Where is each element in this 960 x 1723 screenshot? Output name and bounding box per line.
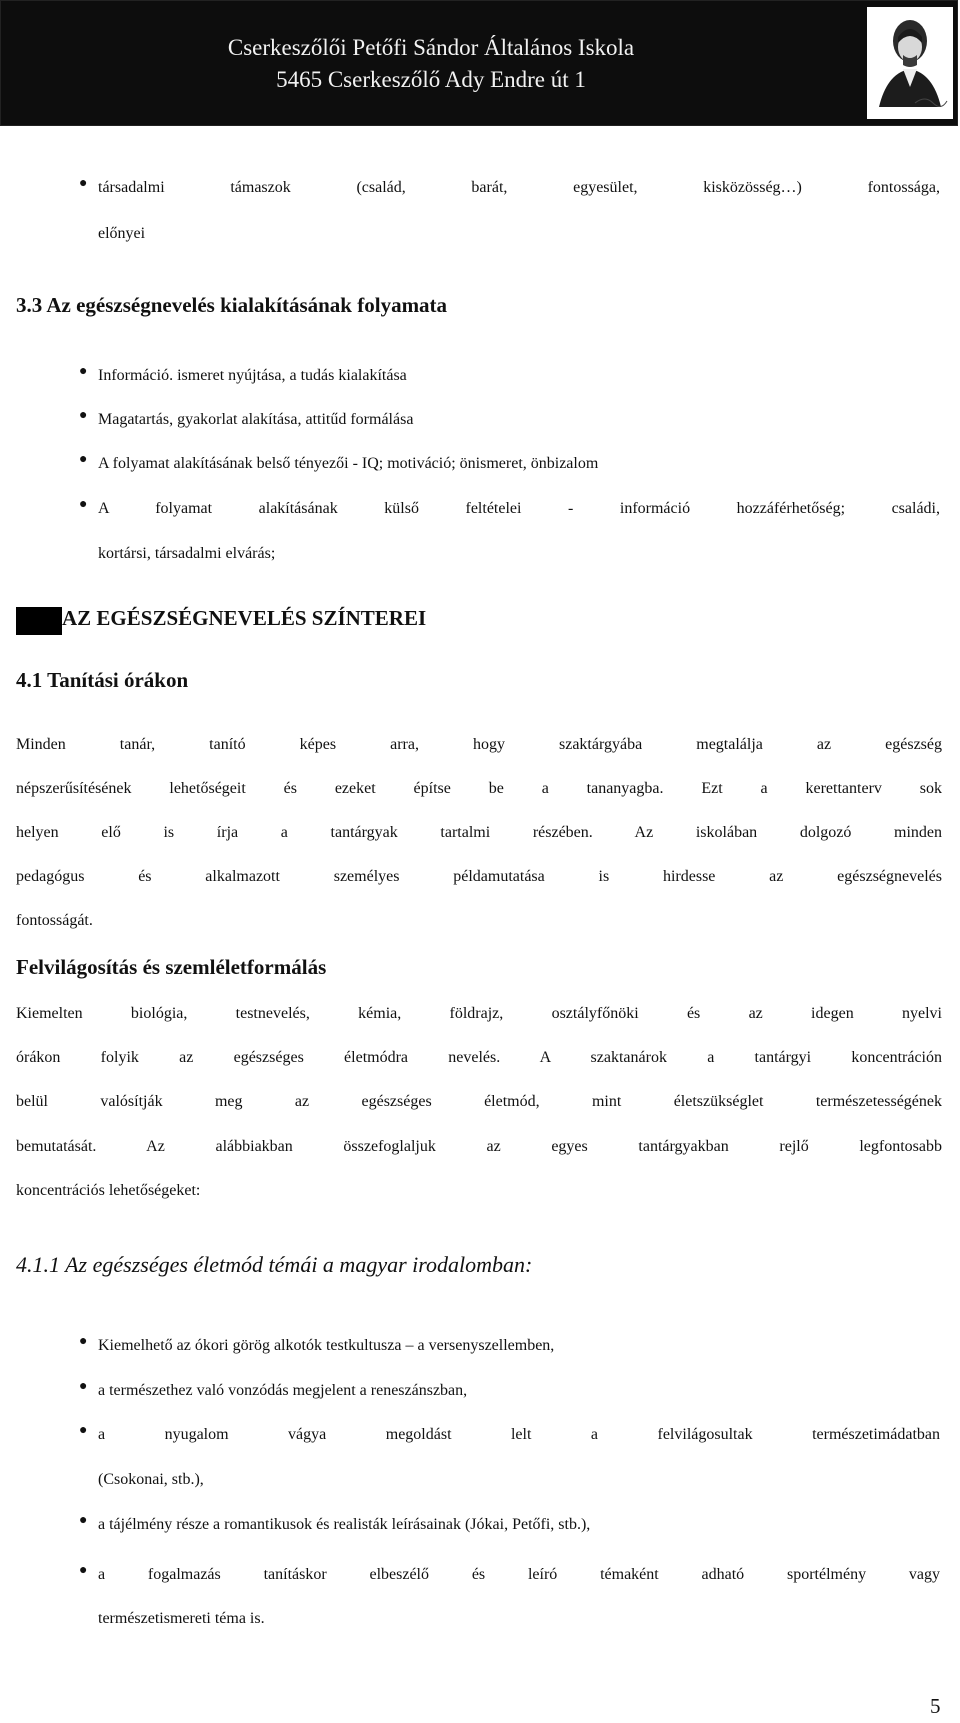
list-item: Magatartás, gyakorlat alakítása, attitűd formálása (98, 411, 414, 428)
petofi-portrait-icon (867, 7, 953, 119)
list-item: Információ. ismeret nyújtása, a tudás kialakítása (98, 367, 407, 384)
section-heading: 3.3 Az egészségnevelés kialakításának folyamata (16, 293, 448, 317)
list-item: (Csokonai, stb.), (98, 1471, 204, 1488)
section-heading: 4.1.1 Az egészséges életmód témái a magyar irodalomban: (16, 1252, 533, 1277)
bullet-icon: ● (79, 497, 88, 512)
bullet-icon: ● (79, 1563, 88, 1578)
paragraph-line: Kiemelten biológia, testnevelés, kémia, földrajz, osztályfőnöki és az idegen nyelvi (16, 1005, 942, 1022)
list-item: a tájélmény része a romantikusok és realisták leírásainak (Jókai, Petőfi, stb.), (98, 1516, 591, 1533)
section-heading: 4.1 Tanítási órákon (16, 668, 189, 692)
list-item: a természethez való vonzódás megjelent a reneszánszban, (98, 1382, 468, 1399)
paragraph-line: Minden tanár, tanító képes arra, hogy szaktárgyába megtalálja az egészség (16, 736, 942, 753)
list-item: A folyamat alakításának belső tényezői - IQ; motiváció; önismeret, önbizalom (98, 455, 599, 472)
bullet-icon: ● (79, 364, 88, 379)
paragraph-line: belül valósítják meg az egészséges életmód, mint életszükséglet természetességének (16, 1093, 942, 1110)
heading-marker (16, 607, 62, 635)
paragraph-line: fontosságát. (16, 912, 93, 929)
paragraph-line: koncentrációs lehetőségeket: (16, 1182, 201, 1199)
bullet-icon: ● (79, 1513, 88, 1528)
list-item: természetismereti téma is. (98, 1610, 265, 1627)
paragraph-line: népszerűsítésének lehetőségeit és ezeket építse be a tananyagba. Ezt a kerettanterv sok (16, 780, 942, 797)
chapter-heading: AZ EGÉSZSÉGNEVELÉS SZÍNTEREI (62, 606, 427, 630)
paragraph-line: helyen elő is írja a tantárgyak tartalmi részében. Az iskolában dolgozó minden (16, 824, 942, 841)
list-item: Kiemelhető az ókori görög alkotók testkultusza – a versenyszellemben, (98, 1337, 555, 1354)
bullet-icon: ● (79, 1334, 88, 1349)
list-item: a fogalmazás tanításkor elbeszélő és leíró témaként adható sportélmény vagy (98, 1566, 940, 1583)
page-header (0, 0, 958, 126)
bullet-icon: ● (79, 452, 88, 467)
list-item: a nyugalom vágya megoldást lelt a felvilágosultak természetimádatban (98, 1426, 940, 1443)
list-item: előnyei (98, 225, 146, 242)
bullet-icon: ● (79, 1423, 88, 1438)
page-number: 5 (930, 1694, 941, 1718)
list-item: társadalmi támaszok (család, barát, egyesület, kisközösség…) fontossága, (98, 179, 940, 196)
list-item: A folyamat alakításának külső feltételei - információ hozzáférhetőség; családi, (98, 500, 940, 517)
paragraph-line: pedagógus és alkalmazott személyes példamutatása is hirdesse az egészségnevelés (16, 868, 942, 885)
bullet-icon: ● (79, 1379, 88, 1394)
school-name: Cserkeszőlői Petőfi Sándor Általános Iskola (227, 35, 635, 60)
bullet-icon: ● (79, 176, 88, 191)
paragraph-line: órákon folyik az egészséges életmódra nevelés. A szaktanárok a tantárgyi koncentráción (16, 1049, 942, 1066)
list-item: kortársi, társadalmi elvárás; (98, 545, 276, 562)
paragraph-line: bemutatását. Az alábbiakban összefoglaljuk az egyes tantárgyakban rejlő legfontosabb (16, 1138, 942, 1155)
subheading: Felvilágosítás és szemléletformálás (16, 955, 327, 979)
school-address: 5465 Cserkeszőlő Ady Endre út 1 (276, 67, 586, 92)
bullet-icon: ● (79, 408, 88, 423)
